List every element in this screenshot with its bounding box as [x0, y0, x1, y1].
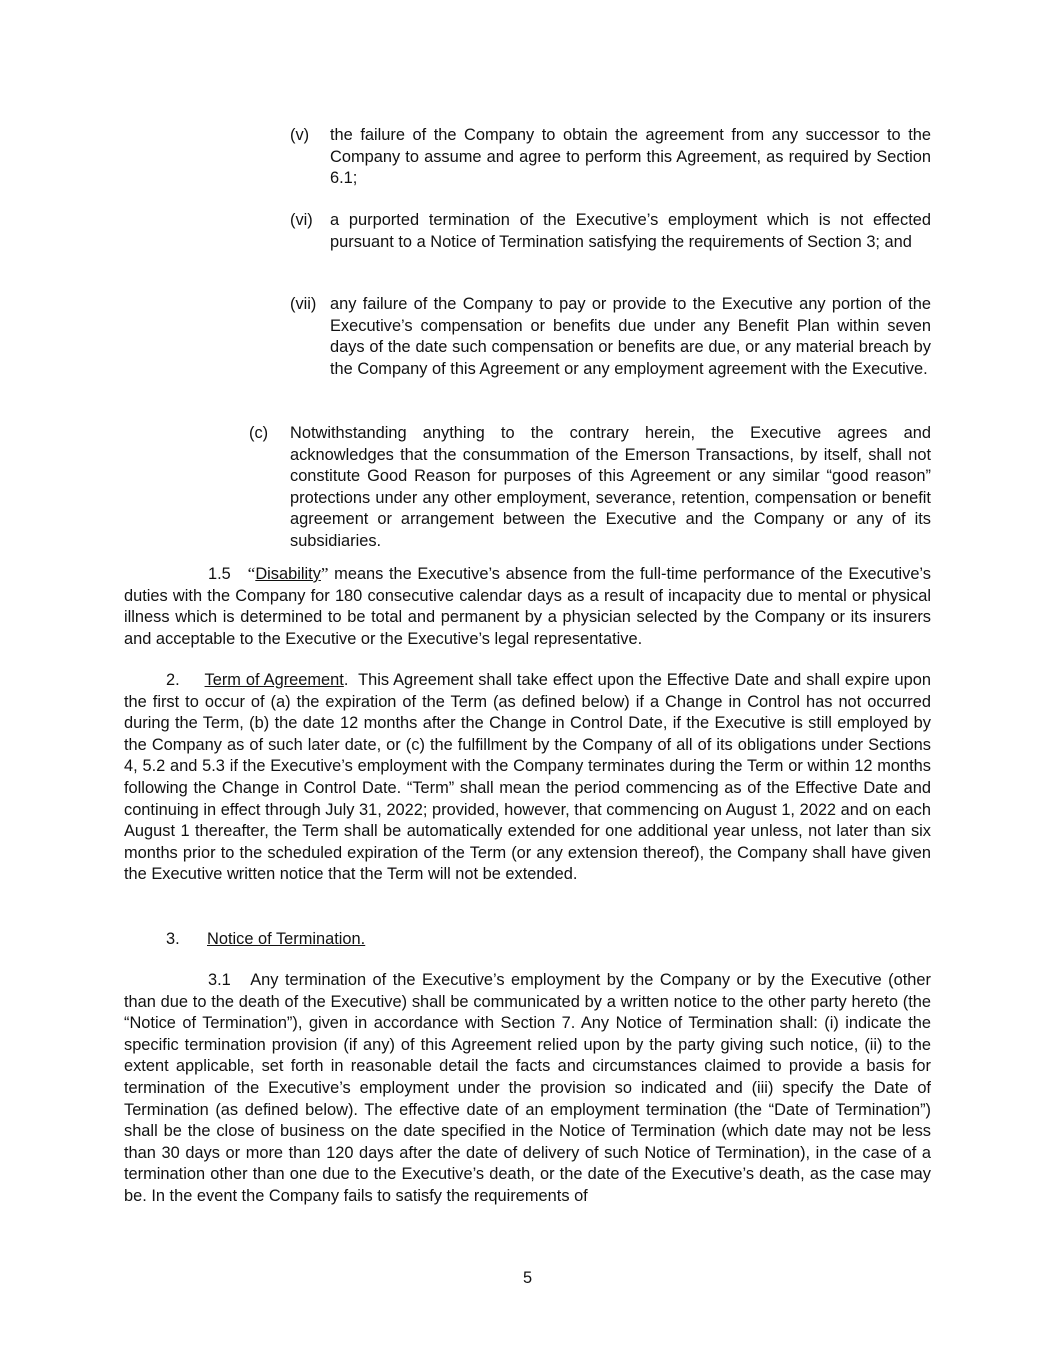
section-number: 2. — [166, 671, 180, 689]
section-number: 1.5 — [208, 565, 231, 583]
clause-label: (v) — [290, 126, 310, 144]
clause-text: any failure of the Company to pay or provide to the Executive any portion of the Executive’s compensation or benefits due under any Benefit Plan within seven days of the date such compensation or benefits are due, or any material breach by the Company of this Agreement or any employment agreement with the Executive. — [330, 295, 931, 378]
defined-term: Disability — [255, 565, 321, 583]
clause-text: the failure of the Company to obtain the agreement from any successor to the Company to assume and agree to perform this Agreement, as required by Section 6.1; — [330, 126, 931, 188]
clause-vi — [290, 210, 931, 253]
disability-definition — [124, 563, 931, 650]
close-quote: ” — [320, 564, 329, 583]
clause-c — [249, 423, 931, 553]
definition-text: means the Executive’s absence from the full-time performance of the Executive’s duties with the Company for 180 consecutive calendar days as a result of incapacity due to mental or physical illness which is determined to be total and permanent by a physician selected by the Company or its insurers and acceptable to the Executive or the Executive’s legal representative. — [124, 565, 931, 648]
page-number: 5 — [522, 1269, 533, 1287]
section-number: 3.1 — [208, 971, 231, 989]
section-text: Any termination of the Executive’s employment by the Company or by the Executive (other than due to the death of the Executive) shall be communicated by a written notice to the other party hereto (the “Notice of Termination”), given in accordance with Section 7. Any Notice of Termination shall: (i) indicate the specific termination provision (if any) of this Agreement relied upon by the party giving such notice, (ii) to the extent applicable, set forth in reasonable detail the facts and circumstances claimed to provide a basis for termination of the Executive’s employment under the provision so indicated and (iii) specify the Date of Termination (as defined below). The effective date of an employment termination (the “Date of Termination”) shall be the close of business on the date specified in the Notice of Termination (which date may not be less than 30 days or more than 120 days after the date of delivery of such Notice of Termination), in the case of a termination other than one due to the Executive’s death, or the date of the Executive’s death, as the case may be. In the event the Company fails to satisfy the requirements of — [124, 971, 931, 1205]
clause-label: (vii) — [290, 295, 317, 313]
section-title: Term of Agreement — [204, 671, 344, 689]
clause-label: (c) — [249, 424, 269, 442]
clause-text: a purported termination of the Executive’s employment which is not effected pursuant to a Notice of Termination satisfying the requirements of Section 3; and — [330, 211, 931, 251]
term-of-agreement-section — [124, 670, 931, 886]
section-number: 3. — [166, 930, 180, 948]
notice-of-termination-heading — [166, 929, 365, 951]
clause-label: (vi) — [290, 211, 313, 229]
section-title: Notice of Termination. — [207, 930, 366, 948]
section-text: This Agreement shall take effect upon the Effective Date and shall expire upon the first to occur of (a) the expiration of the Term (as defined below) if a Change in Control has not occurred during the Term, (b) the date 12 months after the Change in Control Date, if the Executive is still employed by the Company as of such later date, or (c) the fulfillment by the Company of all of its obligations under Sections 4, 5.2 and 5.3 if the Executive’s employment with the Company terminates during the Term or within 12 months following the Change in Control Date. “Term” shall mean the period commencing as of the Effective Date and continuing in effect through July 31, 2022; provided, however, that commencing on August 1, 2022 and on each August 1 thereafter, the Term shall be automatically extended for one additional year unless, not later than six months prior to the scheduled expiration of the Term (or any extension thereof), the Company shall have given the Executive written notice that the Term will not be extended. — [124, 671, 932, 884]
clause-v — [290, 125, 931, 190]
clause-text: Notwithstanding anything to the contrary herein, the Executive agrees and acknowledges that the consummation of the Emerson Transactions, by itself, shall not constitute Good Reason for purposes of this Agreement or any similar “good reason” protections under any other employment, severance, retention, compensation or benefit agreement or arrangement between the Executive and the Company or any of its subsidiaries. — [290, 424, 931, 550]
open-quote: “ — [247, 564, 256, 583]
section-title-period: . — [343, 671, 349, 689]
notice-of-termination-paragraph — [124, 970, 931, 1208]
clause-vii — [290, 294, 931, 380]
